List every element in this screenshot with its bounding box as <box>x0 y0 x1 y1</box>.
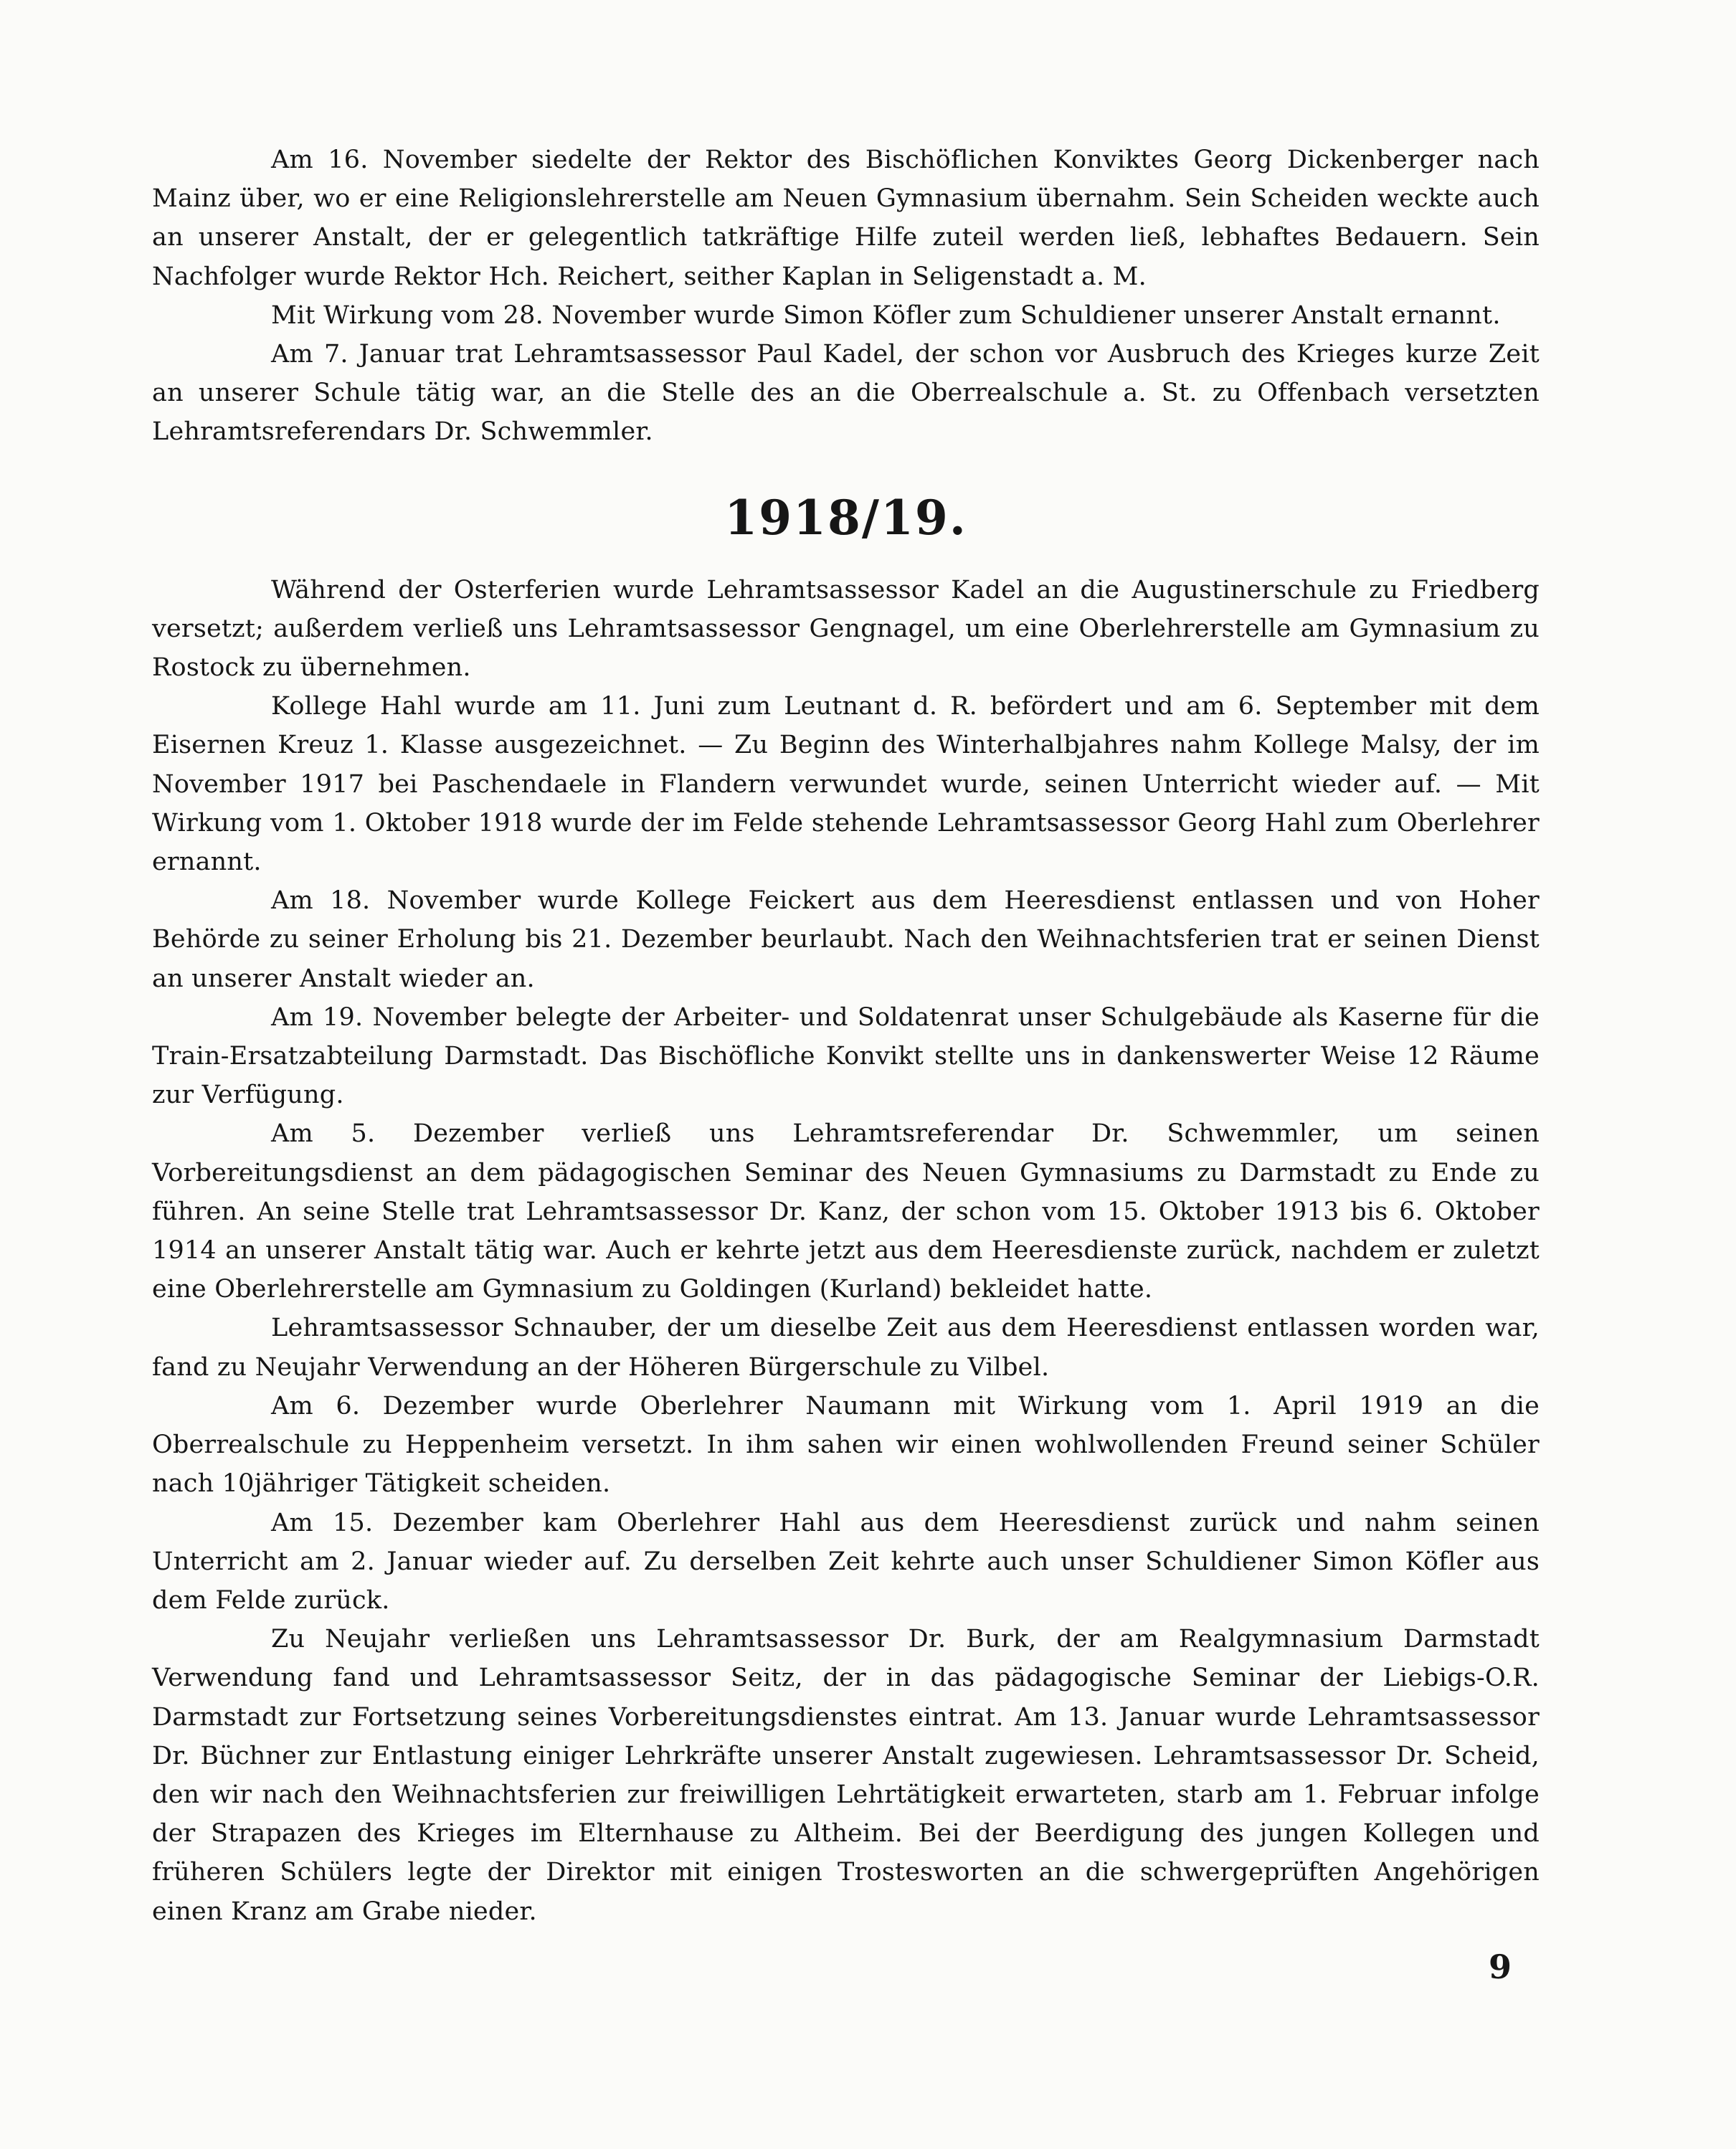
paragraph-naumann: Am 6. Dezember wurde Oberlehrer Naumann mit Wirkung vom 1. April 1919 an die Oberrealschule zu Heppenheim versetzt. In ihm sahen wir einen wohlwollenden Freund seiner Schüler nach 10jähriger Tätigkeit scheiden. <box>152 1391 1540 1499</box>
paragraph-kadel: Am 7. Januar trat Lehramtsassessor Paul Kadel, der schon vor Ausbruch des Krieges kurze Zeit an unserer Schule tätig war, an die Stelle des an die Oberrealschule a. St. zu Offenbach versetzten Lehramtsreferendars Dr. Schwemmler. <box>152 340 1540 447</box>
paragraph-schwemmler-kanz: Am 5. Dezember verließ uns Lehramtsreferendar Dr. Schwemmler, um seinen Vorbereitungsdienst an dem pädagogischen Seminar des Neuen Gymnasiums zu Darmstadt zu Ende zu führen. An seine Stelle trat Lehramtsassessor Dr. Kanz, der schon vom 15. Oktober 1913 bis 6. Oktober 1914 an unserer Anstalt tätig war. Auch er kehrte jetzt aus dem Heeresdienste zurück, nachdem er zuletzt eine Oberlehrerstelle am Gymnasium zu Goldingen (Kurland) bekleidet hatte. <box>152 1119 1540 1304</box>
page-number: 9 <box>1488 1948 1512 1986</box>
paragraph-neujahr-scheid: Zu Neujahr verließen uns Lehramtsassessor Dr. Burk, der am Realgymnasium Darmstadt Verwendung fand und Lehramtsassessor Seitz, der in das pädagogische Seminar der Liebigs-O.R. Darmstadt zur Fortsetzung seines Vorbereitungsdienstes eintrat. Am 13. Januar wurde Lehramtsassessor Dr. Büchner zur Entlastung einiger Lehrkräfte unserer Anstalt zugewiesen. Lehramtsassessor Dr. Scheid, den wir nach den Weihnachtsferien zur freiwilligen Lehrtätigkeit erwarteten, starb am 1. Februar infolge der Strapazen des Krieges im Elternhause zu Altheim. Bei der Beerdigung des jungen Kollegen und früheren Schülers legte der Direktor mit einigen Trostesworten an die schwergeprüften Angehörigen einen Kranz am Grabe nieder. <box>152 1625 1540 1926</box>
paragraph-hahl-return: Am 15. Dezember kam Oberlehrer Hahl aus dem Heeresdienst zurück und nahm seinen Unterricht am 2. Januar wieder auf. Zu derselben Zeit kehrte auch unser Schuldiener Simon Köfler aus dem Felde zurück. <box>152 1508 1540 1615</box>
paragraph-osterferien: Während der Osterferien wurde Lehramtsassessor Kadel an die Augustinerschule zu Friedberg versetzt; außerdem verließ uns Lehramtsassessor Gengnagel, um eine Oberlehrerstelle am Gymnasium zu Rostock zu übernehmen. <box>152 575 1540 683</box>
paragraph-schnauber: Lehramtsassessor Schnauber, der um dieselbe Zeit aus dem Heeresdienst entlassen worden war, fand zu Neujahr Verwendung an der Höheren Bürgerschule zu Vilbel. <box>152 1314 1540 1382</box>
paragraph-dickenberger: Am 16. November siedelte der Rektor des Bischöflichen Konviktes Georg Dickenberger nach Mainz über, wo er eine Religionslehrerstelle am Neuen Gymnasium übernahm. Sein Scheiden weckte auch an unserer Anstalt, der er gelegentlich tatkräftige Hilfe zuteil werden ließ, lebhaftes Bedauern. Sein Nachfolger wurde Rektor Hch. Reichert, seither Kaplan in Seligenstadt a. M. <box>152 146 1540 291</box>
paragraph-koefler-appointment: Mit Wirkung vom 28. November wurde Simon Köfler zum Schuldiener unserer Anstalt ernannt. <box>271 300 1501 330</box>
paragraph-soldatenrat: Am 19. November belegte der Arbeiter- und Soldatenrat unser Schulgebäude als Kaserne für die Train-Ersatzabteilung Darmstadt. Das Bischöfliche Konvikt stellte uns in dankenswerter Weise 12 Räume zur Verfügung. <box>152 1002 1540 1110</box>
text-column <box>152 141 1540 1931</box>
paragraph-hahl-leutnant: Kollege Hahl wurde am 11. Juni zum Leutnant d. R. befördert und am 6. September mit dem Eisernen Kreuz 1. Klasse ausgezeichnet. — Zu Beginn des Winterhalbjahres nahm Kollege Malsy, der im November 1917 bei Paschendaele in Flandern verwundet wurde, seinen Unterricht wieder auf. — Mit Wirkung vom 1. Oktober 1918 wurde der im Felde stehende Lehramtsassessor Georg Hahl zum Oberlehrer ernannt. <box>152 692 1540 877</box>
paragraph-feickert: Am 18. November wurde Kollege Feickert aus dem Heeresdienst entlassen und von Hoher Behörde zu seiner Erholung bis 21. Dezember beurlaubt. Nach den Weihnachtsferien trat er seinen Dienst an unserer Anstalt wieder an. <box>152 886 1540 993</box>
section-heading-year: 1918/19. <box>724 489 967 546</box>
